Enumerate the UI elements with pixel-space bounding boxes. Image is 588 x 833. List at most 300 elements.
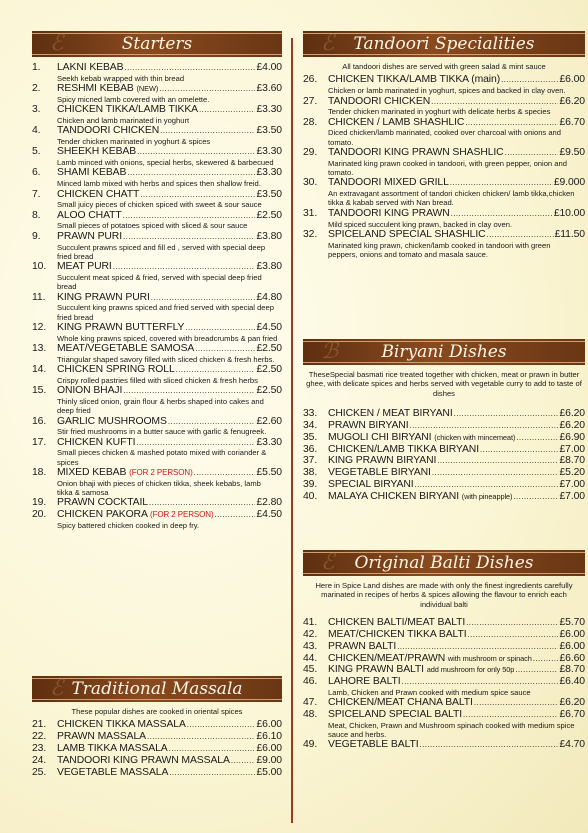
menu-item — [303, 420, 585, 432]
menu-item-row — [303, 479, 585, 491]
item-price: £6.70 — [559, 116, 585, 128]
dot-leader — [185, 322, 255, 334]
menu-item — [32, 385, 282, 415]
item-description: Chicken and lamb marinated in yoghurt — [57, 115, 190, 125]
item-price: £7.00 — [559, 490, 585, 502]
item-number: 21. — [32, 719, 47, 731]
item-name-wrap — [328, 444, 479, 456]
item-name: SPECIAL BIRYANI — [328, 479, 414, 490]
menu-item-row — [303, 408, 585, 420]
item-name: PRAWN BALTI — [328, 640, 397, 652]
item-number: 8. — [32, 209, 41, 221]
menu-item-row — [32, 743, 282, 755]
dot-leader — [124, 62, 255, 74]
item-price: £6.20 — [559, 95, 585, 107]
menu-item — [303, 653, 585, 665]
item-price: £2.60 — [256, 415, 282, 427]
menu-item — [303, 432, 585, 444]
section-title: Tandoori Specialities — [353, 34, 535, 54]
dot-leader — [454, 408, 559, 420]
menu-item — [32, 497, 282, 509]
menu-item-row — [303, 467, 585, 479]
item-name-wrap — [57, 62, 123, 74]
menu-item-row — [32, 261, 282, 273]
menu-item — [32, 210, 282, 231]
menu-item — [303, 467, 585, 479]
section-intro: These popular dishes are cooked in oriental spices — [71, 707, 243, 716]
dot-leader — [176, 364, 256, 376]
menu-item-row — [303, 96, 585, 108]
dot-leader — [147, 731, 256, 743]
section-intro: TheseSpecial basmati rice treated together with chicken, meat or prawn in butter ghee, with delicate spices and herbs served with vegetable curry to add to taste of dishes — [306, 370, 582, 398]
item-name: VEGETABLE BALTI — [328, 739, 419, 751]
item-description: Mild spiced succulent king prawn, backed in clay oven. — [328, 219, 513, 229]
item-price: £6.60 — [559, 652, 585, 664]
item-name: MEAT PURI — [57, 261, 112, 273]
item-price: £6.10 — [256, 731, 282, 743]
item-name: RESHMI KEBAB — [57, 83, 134, 95]
item-number: 13. — [32, 343, 47, 355]
menu-item — [303, 408, 585, 420]
item-name-wrap — [57, 343, 194, 355]
item-price: £5.70 — [559, 617, 585, 629]
item-description: Chicken or lamb marinated in yoghurt, spices and backed in clay oven. — [328, 86, 566, 96]
dot-leader — [410, 420, 559, 432]
dot-leader — [516, 432, 558, 444]
menu-item-row — [32, 509, 282, 521]
item-number: 48. — [303, 709, 318, 721]
dot-leader — [151, 292, 256, 304]
menu-item — [32, 146, 282, 167]
item-note: with mushroom or spinach — [447, 653, 532, 663]
item-name-wrap — [57, 364, 175, 376]
item-number: 18. — [32, 467, 47, 479]
biryani-section — [303, 339, 585, 503]
item-name: CHICKEN TIKKA MASSALA — [57, 719, 186, 731]
item-price: £6.20 — [559, 697, 585, 709]
item-number: 1. — [32, 62, 41, 73]
item-description: Minced lamb mixed with herbs and spices then shallow freid. — [57, 179, 261, 189]
item-description: Lamb minced with onions, special herbs, skewered & barbecued — [57, 158, 274, 168]
dot-leader — [123, 210, 256, 222]
item-price: £8.70 — [559, 664, 585, 676]
item-description: Marinated king prawn, chicken/lamb cooked in tandoori with green peppers, onions and tomato and masala sauce. — [328, 240, 551, 259]
item-price: £6.20 — [559, 420, 585, 432]
dot-leader — [159, 83, 255, 95]
item-name: SPICELAND SPECIAL SHASHLIC — [328, 228, 486, 240]
item-name: PRAWN BIRYANI — [328, 420, 409, 432]
item-number: 38. — [303, 467, 318, 479]
menu-item — [303, 697, 585, 709]
dot-leader — [515, 664, 558, 676]
item-name-wrap — [57, 719, 186, 731]
item-price: £7.00 — [559, 443, 585, 455]
item-name-wrap — [328, 617, 465, 629]
item-description: Onion bhaji with pieces of chicken tikka, sheek kebabs, lamb tikka & samosa — [57, 478, 261, 498]
menu-item-row — [32, 343, 282, 355]
item-name-wrap — [57, 467, 193, 479]
menu-item — [32, 167, 282, 188]
item-description: Small juicy pieces of chicken spiced with sweet & sour sauce — [57, 200, 262, 210]
menu-item-row — [303, 491, 585, 503]
dot-leader — [397, 641, 558, 653]
item-name: CHICKEN / LAMB SHASHLIC — [328, 116, 465, 128]
dot-leader — [501, 74, 558, 86]
menu-item — [303, 676, 585, 697]
menu-item — [32, 467, 282, 497]
item-highlight: (FOR 2 PERSON) — [129, 468, 193, 478]
menu-item-row — [303, 432, 585, 444]
dot-leader — [169, 743, 256, 755]
item-name-wrap — [57, 146, 136, 158]
dot-leader — [160, 125, 255, 137]
item-number: 19. — [32, 497, 47, 509]
menu-item — [32, 83, 282, 104]
item-name-wrap — [328, 491, 512, 503]
item-name-wrap — [57, 167, 126, 179]
menu-item — [303, 491, 585, 503]
item-number: 7. — [32, 188, 41, 200]
section-banner — [32, 676, 282, 702]
ornament-icon: ℬ — [321, 339, 339, 364]
item-description: Diced chicken/lamb marinated, cooked over charcoal with onions and tomato. — [328, 128, 561, 147]
item-price: £6.70 — [559, 709, 585, 721]
item-description: Stir fried mushrooms in a butter sauce with garlic & fenugreek. — [57, 427, 267, 437]
item-price: £2.50 — [256, 364, 282, 376]
menu-item-row — [303, 617, 585, 629]
menu-item — [32, 343, 282, 364]
starters-section — [32, 31, 282, 530]
item-price: £4.00 — [256, 62, 282, 73]
item-price: £3.30 — [256, 436, 282, 448]
item-number: 10. — [32, 261, 47, 273]
menu-item-row — [32, 189, 282, 201]
item-name-wrap — [328, 739, 419, 751]
item-description: Crispy rolled pastries filled with sliced chicken & fresh herbs — [57, 375, 258, 385]
section-banner — [303, 550, 585, 576]
item-number: 4. — [32, 125, 41, 137]
item-name-wrap — [57, 509, 214, 521]
item-number: 17. — [32, 436, 47, 448]
item-name: KING PRAWN BUTTERFLY — [57, 321, 185, 333]
item-name: CHICKEN SPRING ROLL — [57, 364, 175, 376]
menu-item — [303, 479, 585, 491]
item-name: TANDOORI KING PRAWN SHASHLIC — [328, 146, 504, 158]
item-name: PRAWN PURI — [57, 230, 123, 242]
section-banner — [32, 31, 282, 57]
item-name: SHAMI KEBAB — [57, 167, 127, 179]
item-number: 29. — [303, 146, 318, 158]
item-number: 27. — [303, 95, 318, 107]
item-note: (with pineapple) — [461, 491, 513, 501]
item-number: 34. — [303, 420, 318, 432]
item-price: £9.00 — [256, 754, 282, 766]
menu-item-row — [303, 147, 585, 159]
dot-leader — [127, 167, 255, 179]
menu-list — [32, 719, 282, 778]
item-name-wrap — [328, 641, 396, 653]
menu-item — [303, 617, 585, 629]
item-name: CHICKEN TIKKA/LAMB TIKKA — [57, 104, 198, 116]
item-number: 40. — [303, 490, 318, 502]
dot-leader — [199, 104, 255, 116]
dot-leader — [123, 385, 255, 397]
item-name: PRAWN COCKTAIL — [57, 497, 148, 509]
item-name-wrap — [57, 104, 198, 116]
item-price: £5.00 — [256, 766, 282, 778]
item-number: 46. — [303, 676, 318, 688]
menu-item-row — [303, 420, 585, 432]
menu-item-row — [32, 497, 282, 509]
menu-item — [32, 755, 282, 767]
item-name: CHICKEN KUFTI — [57, 436, 136, 448]
item-price: £5.50 — [256, 467, 282, 479]
item-name: CHICKEN/MEAT CHANA BALTI — [328, 697, 473, 709]
dot-leader — [231, 755, 256, 767]
menu-item — [32, 292, 282, 322]
item-number: 23. — [32, 743, 47, 754]
item-price: £4.50 — [256, 321, 282, 333]
item-price: £3.50 — [256, 125, 282, 137]
item-name-wrap — [57, 743, 168, 755]
item-price: £2.50 — [256, 209, 282, 221]
item-name: LAMB TIKKA MASSALA — [57, 743, 168, 754]
menu-item-row — [32, 731, 282, 743]
item-number: 9. — [32, 230, 41, 242]
dot-leader — [415, 479, 559, 491]
menu-item-row — [303, 641, 585, 653]
column-divider — [291, 38, 293, 823]
item-number: 44. — [303, 652, 318, 664]
item-number: 11. — [32, 291, 46, 303]
item-number: 45. — [303, 664, 318, 676]
item-name-wrap — [57, 261, 112, 273]
menu-item-row — [32, 767, 282, 779]
menu-item-row — [32, 467, 282, 479]
section-title: Starters — [121, 34, 193, 54]
item-name: CHICKEN TIKKA/LAMB TIKKA (main) — [328, 74, 501, 86]
dot-leader — [463, 709, 559, 721]
menu-list — [32, 62, 282, 530]
menu-item-row — [32, 322, 282, 334]
dot-leader — [432, 467, 559, 479]
item-name-wrap — [328, 147, 504, 159]
item-price: £6.00 — [559, 629, 585, 641]
item-description: Spicy battered chicken cooked in deep fry. — [57, 521, 200, 531]
menu-item — [303, 664, 585, 676]
dot-leader — [480, 444, 558, 456]
item-price: £7.00 — [559, 479, 585, 490]
item-number: 2. — [32, 83, 41, 95]
dot-leader — [467, 629, 558, 641]
menu-item-row — [32, 231, 282, 243]
menu-item-row — [303, 676, 585, 688]
item-name: TANDOORI KING PRAWN MASSALA — [57, 754, 230, 766]
menu-item — [303, 455, 585, 467]
dot-leader — [474, 697, 559, 709]
item-number: 22. — [32, 731, 47, 743]
item-name: CHICKEN/LAMB TIKKA BIRYANI — [328, 443, 479, 455]
item-number: 6. — [32, 167, 41, 179]
item-price: £11.50 — [554, 228, 585, 240]
menu-item-row — [32, 125, 282, 137]
item-name-wrap — [328, 420, 409, 432]
item-note: (NEW) — [136, 84, 159, 94]
item-number: 32. — [303, 228, 318, 240]
item-price: £6.00 — [559, 640, 585, 652]
item-note: (chicken with mincemeat) — [434, 432, 516, 442]
dot-leader — [466, 617, 558, 629]
item-price: £3.30 — [256, 146, 282, 158]
item-number: 12. — [32, 321, 47, 333]
item-number: 43. — [303, 640, 318, 652]
item-name-wrap — [328, 96, 430, 108]
item-name-wrap — [57, 416, 167, 428]
item-number: 31. — [303, 207, 318, 219]
dot-leader — [215, 509, 256, 521]
item-name: VEGETABLE BIRYANI — [328, 467, 431, 479]
item-name-wrap — [328, 74, 500, 86]
item-price: £6.00 — [256, 743, 282, 754]
item-price: £6.20 — [559, 408, 585, 420]
menu-item — [303, 208, 585, 229]
item-name: ALOO CHATT — [57, 209, 122, 221]
item-number: 36. — [303, 443, 318, 455]
item-name: TANDOORI MIXED GRILL — [328, 177, 449, 189]
menu-list — [303, 408, 585, 502]
item-price: £5.20 — [559, 467, 585, 479]
item-name-wrap — [57, 385, 122, 397]
menu-item — [32, 261, 282, 291]
dot-leader — [187, 719, 256, 731]
item-price: £4.70 — [559, 739, 585, 751]
item-price: £10.00 — [553, 207, 585, 219]
menu-item-row — [303, 208, 585, 220]
menu-item-row — [303, 629, 585, 641]
menu-item-row — [303, 739, 585, 751]
item-description: Tender chicken marinated in yoghurt & spices — [57, 137, 211, 147]
dot-leader — [437, 455, 558, 467]
item-number: 37. — [303, 455, 318, 467]
item-note: add mushroom for only 50p — [426, 665, 515, 675]
item-name: SPICELAND SPECIAL BALTI — [328, 709, 462, 721]
item-number: 5. — [32, 146, 41, 158]
item-name-wrap — [328, 479, 414, 491]
menu-item — [32, 62, 282, 83]
dot-leader — [169, 767, 255, 779]
item-price: £4.50 — [256, 509, 282, 521]
item-name-wrap — [328, 676, 401, 688]
menu-item — [303, 117, 585, 147]
item-description: Triangular shaped savory filled with sliced chicken & fresh herbs. — [57, 354, 275, 364]
menu-list — [303, 74, 585, 259]
item-name-wrap — [328, 455, 436, 467]
menu-item — [32, 189, 282, 210]
item-price: £2.50 — [256, 343, 282, 355]
item-name-wrap — [57, 755, 230, 767]
item-description: Seekh kebab wrapped with thin bread — [57, 73, 185, 83]
menu-item-row — [32, 755, 282, 767]
item-name-wrap — [328, 709, 462, 721]
item-description: Spicy micned lamb covered with an omelette. — [57, 94, 210, 104]
menu-item-row — [303, 709, 585, 721]
item-name: PRAWN MASSALA — [57, 731, 146, 743]
section-banner — [303, 339, 585, 365]
item-name: CHICKEN / MEAT BIRYANI — [328, 408, 453, 420]
menu-item — [303, 444, 585, 456]
menu-item-row — [303, 444, 585, 456]
item-name: CHICKEN CHATT — [57, 188, 140, 200]
item-name: CHICKEN BALTI/MEAT BALTI — [328, 617, 466, 629]
item-number: 16. — [32, 415, 47, 427]
item-name: MUGOLI CHI BIRYANI — [328, 431, 432, 443]
item-name-wrap — [328, 177, 449, 189]
tandoori-section — [303, 31, 585, 259]
menu-item — [303, 229, 585, 259]
menu-item-row — [32, 385, 282, 397]
menu-item — [32, 719, 282, 731]
menu-item — [32, 125, 282, 146]
item-name-wrap — [57, 731, 146, 743]
item-name: MEAT/CHICKEN TIKKA BALTI — [328, 629, 467, 641]
item-name-wrap — [57, 231, 122, 243]
item-name-wrap — [57, 497, 148, 509]
item-number: 24. — [32, 754, 47, 766]
item-name: KING PRAWN PURI — [57, 291, 150, 303]
item-name: TANDOORI CHICKEN — [57, 125, 160, 137]
menu-item — [303, 709, 585, 739]
item-name: CHICKEN PAKORA — [57, 509, 148, 521]
dot-leader — [195, 343, 255, 355]
item-name: GARLIC MUSHROOMS — [57, 415, 167, 427]
item-name: LAKNI KEBAB — [57, 62, 124, 73]
item-name-wrap — [57, 125, 159, 137]
dot-leader — [402, 676, 559, 688]
item-number: 3. — [32, 104, 41, 116]
item-number: 47. — [303, 697, 318, 709]
item-number: 49. — [303, 739, 318, 751]
dot-leader — [420, 739, 559, 751]
menu-item — [32, 416, 282, 437]
menu-item — [32, 509, 282, 530]
dot-leader — [136, 437, 255, 449]
dot-leader — [140, 189, 255, 201]
menu-item — [32, 231, 282, 261]
item-description: Lamb, Chicken and Prawn cooked with medium spice sauce — [328, 688, 531, 697]
item-description: Marinated king prawn cooked in tandoori, with green pepper, onion and tomato. — [328, 158, 567, 178]
item-description: Succulent meat spiced & fried, served with special deep fried bread — [57, 272, 262, 292]
item-name-wrap — [328, 408, 453, 420]
menu-item-row — [32, 104, 282, 116]
ornament-icon: ℰ — [321, 550, 335, 575]
item-price: £3.80 — [256, 261, 282, 273]
item-price: £9.50 — [559, 146, 585, 158]
menu-item-row — [32, 437, 282, 449]
menu-item-row — [303, 664, 585, 676]
item-description: Succulent king prawns spiced and fried served with special deep fried bread — [57, 303, 274, 322]
item-name-wrap — [328, 229, 486, 241]
dot-leader — [513, 491, 558, 503]
item-name: ONION BHAJI — [57, 385, 123, 397]
menu-item — [303, 74, 585, 95]
item-name-wrap — [57, 189, 139, 201]
dot-leader — [505, 147, 559, 159]
menu-item — [32, 322, 282, 343]
item-name-wrap — [57, 767, 168, 779]
item-name: TANDOORI CHICKEN — [328, 95, 431, 107]
item-number: 33. — [303, 408, 318, 420]
item-name: KING PRAWN BALTI — [328, 664, 424, 676]
